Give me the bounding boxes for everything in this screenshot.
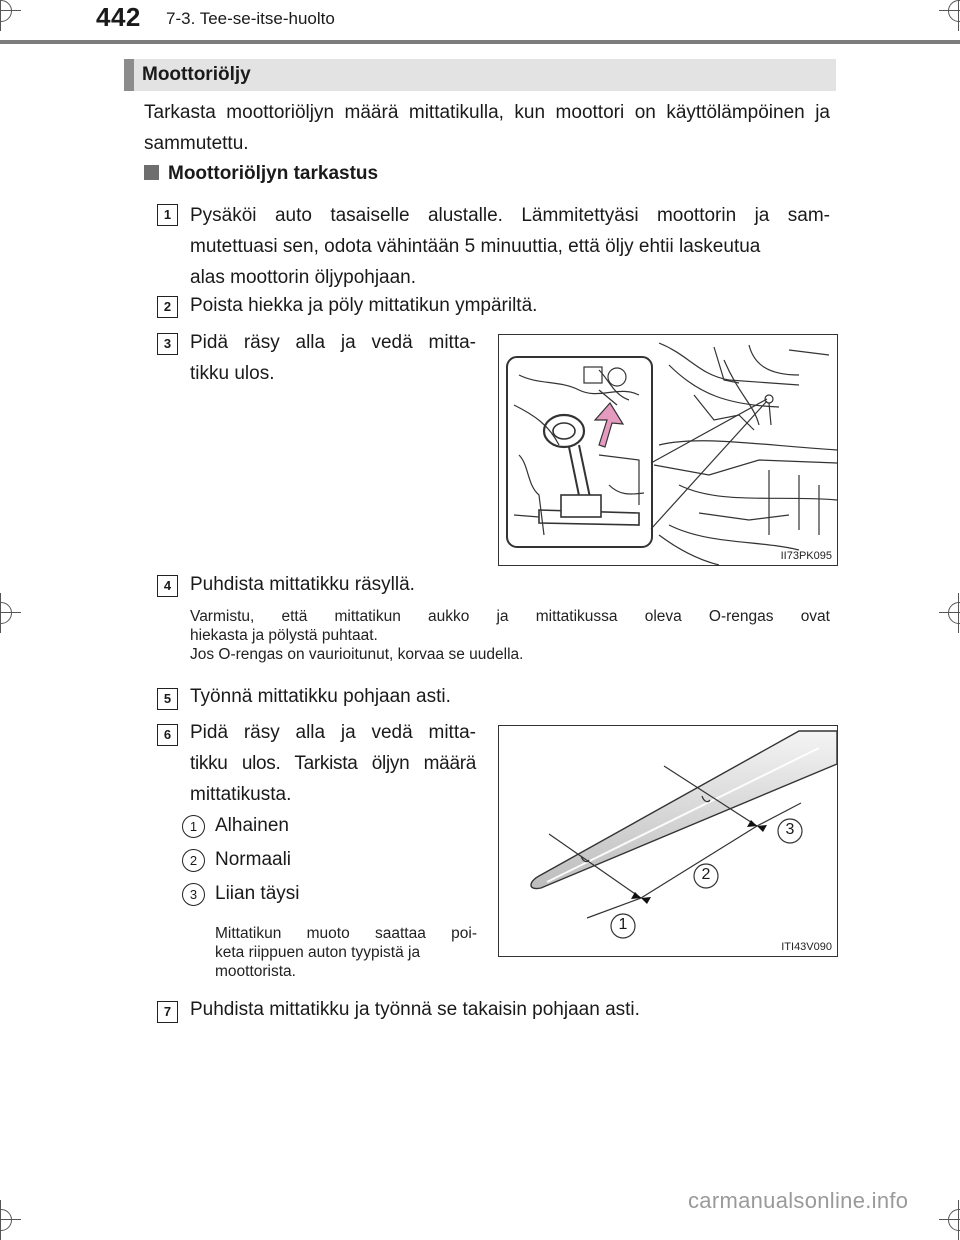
engine-bay-drawing (499, 335, 837, 565)
step-line: Puhdista mittatikku ja työnnä se takaisin pohjaan asti. (190, 999, 640, 1020)
intro-paragraph: Tarkasta moottoriöljyn määrä mittatikulla, kun moottori on käyttölämpöinen ja sammutettu. (144, 102, 830, 154)
step-line: Puhdista mittatikku räsyllä. (190, 574, 415, 595)
note-line: hiekasta ja pölystä puhtaat. (190, 627, 378, 644)
step-text (190, 717, 476, 810)
dipstick-illustration (498, 725, 838, 957)
page-title: Moottoriöljy (142, 64, 251, 85)
footer-watermark[interactable]: carmanualsonline.info (688, 1188, 909, 1213)
step-number: 4 (157, 575, 178, 597)
dipstick-drawing (499, 726, 837, 956)
note-line: Mittatikun muoto saattaa poi- (215, 925, 477, 942)
step-line: Työnnä mittatikku pohjaan asti. (190, 686, 451, 707)
registration-mark (0, 1200, 21, 1240)
step-number: 6 (157, 724, 178, 746)
registration-mark (0, 593, 21, 633)
engine-bay-illustration (498, 334, 838, 566)
step-note (215, 924, 477, 981)
registration-mark (939, 0, 960, 31)
subheading-text: Moottoriöljyn tarkastus (168, 163, 379, 184)
step-line: mutettuasi sen, odota vähintään 5 minuuttia, että öljy ehtii laskeutua (190, 236, 761, 257)
step-line: Pidä räsy alla ja vedä mitta- (190, 332, 476, 353)
step-note (190, 607, 830, 664)
step-number: 1 (157, 204, 178, 226)
step-line: Pidä räsy alla ja vedä mitta- (190, 722, 476, 743)
title-accent (124, 59, 134, 91)
note-line: keta riippuen auton tyypistä ja (215, 944, 421, 961)
registration-mark (0, 0, 21, 31)
callout-number: 2 (182, 849, 205, 872)
figure-code: ITI43V090 (781, 941, 832, 953)
step-text (190, 290, 537, 321)
note-line: moottorista. (215, 963, 296, 980)
step-text (190, 569, 415, 600)
section-title: 7-3. Tee-se-itse-huolto (166, 9, 335, 28)
callout-number: 1 (182, 815, 205, 838)
page-number: 442 (96, 2, 141, 32)
figure-code: II73PK095 (780, 550, 832, 562)
step-line: tikku ulos. Tarkista öljyn määrä (190, 753, 476, 774)
title-bar (124, 59, 836, 91)
step-line: tikku ulos. (190, 363, 275, 384)
square-bullet-icon (144, 165, 159, 180)
step-line: Poista hiekka ja pöly mittatikun ympäriltä. (190, 295, 538, 316)
step-text (190, 994, 640, 1025)
step-line: alas moottorin öljypohjaan. (190, 267, 417, 288)
step-line: Pysäköi auto tasaiselle alustalle. Lämmitettyäsi moottorin ja sam- (190, 205, 830, 226)
step-text (190, 327, 476, 389)
callout-number: 3 (785, 821, 795, 838)
step-number: 5 (157, 688, 178, 710)
step-number: 7 (157, 1001, 178, 1023)
level-label-normal: Normaali (215, 849, 292, 870)
level-label-low: Alhainen (215, 815, 289, 836)
registration-mark (939, 593, 960, 633)
callout-number: 1 (618, 916, 628, 933)
callout-number: 2 (701, 866, 711, 883)
step-text (190, 200, 830, 293)
registration-mark (939, 1200, 960, 1240)
step-line: mittatikusta. (190, 784, 292, 805)
step-number: 2 (157, 296, 178, 318)
note-line: Jos O-rengas on vaurioitunut, korvaa se uudella. (190, 646, 524, 663)
level-label-overfull: Liian täysi (215, 883, 300, 904)
callout-number: 3 (182, 883, 205, 906)
subheading (144, 163, 378, 185)
header-divider (0, 40, 960, 44)
step-text (190, 681, 451, 712)
step-number: 3 (157, 333, 178, 355)
note-line: Varmistu, että mittatikun aukko ja mittatikussa oleva O-rengas ovat (190, 608, 830, 625)
